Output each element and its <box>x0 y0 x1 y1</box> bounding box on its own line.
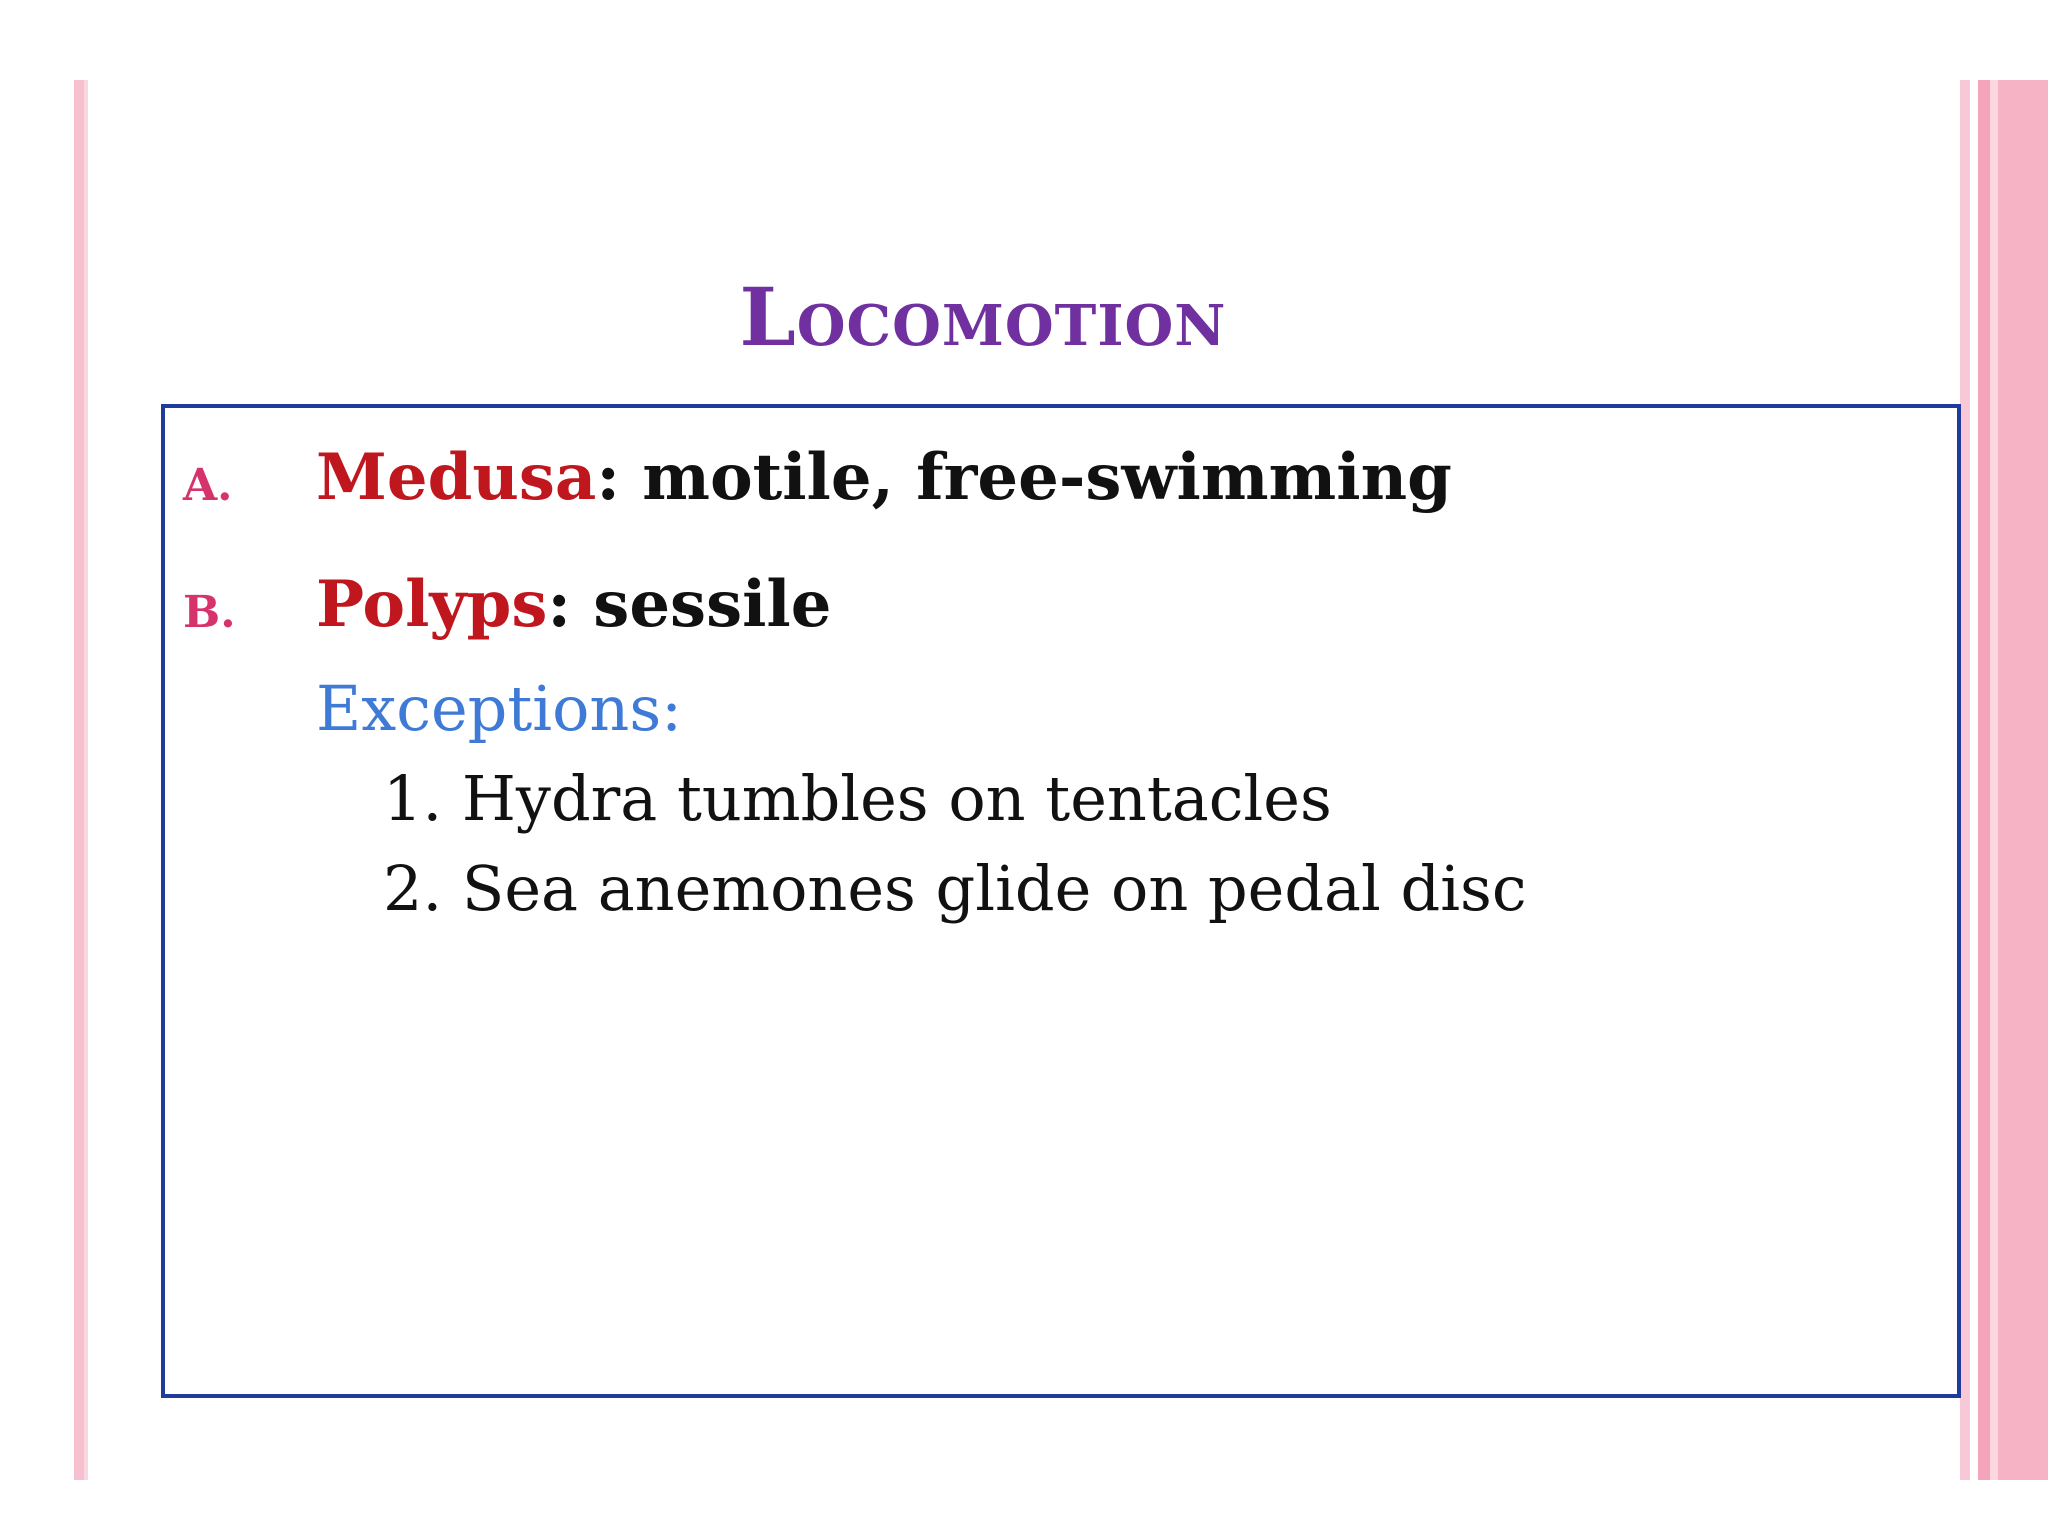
item-marker-a: A. <box>183 460 233 511</box>
separator: : <box>547 567 594 642</box>
term-medusa: Medusa <box>316 440 597 515</box>
right-decorative-bar-2 <box>1978 80 1990 1480</box>
right-decorative-bar-4 <box>1998 80 2048 1480</box>
description-medusa: motile, free-swimming <box>642 440 1452 515</box>
description-polyps: sessile <box>593 567 832 642</box>
right-decorative-bar-3 <box>1990 80 1998 1480</box>
exceptions-label: Exceptions: <box>316 672 683 745</box>
term-polyps: Polyps <box>316 567 548 642</box>
list-item-polyps <box>316 567 831 642</box>
separator: : <box>596 440 643 515</box>
list-item-medusa <box>316 440 1452 515</box>
item-marker-b: B. <box>183 587 236 638</box>
exception-item-hydra: 1. Hydra tumbles on tentacles <box>383 762 1332 835</box>
exception-item-sea-anemones: 2. Sea anemones glide on pedal disc <box>383 852 1527 925</box>
slide-title: Locomotion <box>739 270 1227 364</box>
